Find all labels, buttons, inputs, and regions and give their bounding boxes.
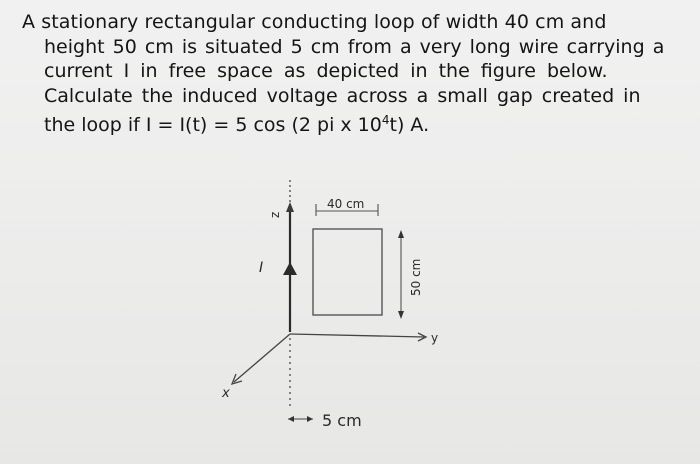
height-label: 50 cm xyxy=(409,258,423,296)
conducting-loop xyxy=(313,229,382,315)
gap-arrow-right xyxy=(307,416,313,422)
y-axis-label: y xyxy=(431,331,439,345)
problem-line-4: Calculate the induced voltage across a small gap created in xyxy=(44,84,641,107)
height-dimension-bottom-arrow xyxy=(398,311,404,319)
height-dimension-top-arrow xyxy=(398,230,404,238)
current-arrow xyxy=(283,262,297,275)
problem-line-1: A stationary rectangular conducting loop of width 40 cm and xyxy=(22,11,607,33)
exponent: 4 xyxy=(381,113,390,127)
z-axis-label: z xyxy=(268,211,282,218)
y-axis xyxy=(290,334,424,337)
problem-line-2: height 50 cm is situated 5 cm from a very long wire carrying a xyxy=(44,35,665,58)
gap-arrow-left xyxy=(288,416,294,422)
current-label: I xyxy=(259,260,264,276)
problem-line-5-main: the loop if I = I(t) = 5 cos (2 pi x 10 xyxy=(44,114,382,136)
width-label: 40 cm xyxy=(327,197,365,211)
x-axis xyxy=(234,334,290,382)
gap-label: 5 cm xyxy=(322,411,362,430)
problem-line-5-end: t) A. xyxy=(389,114,430,136)
x-axis-label: x xyxy=(222,386,230,401)
problem-line-3: current I in free space as depicted in the figure below. xyxy=(44,60,608,82)
z-axis-arrow xyxy=(286,202,294,212)
